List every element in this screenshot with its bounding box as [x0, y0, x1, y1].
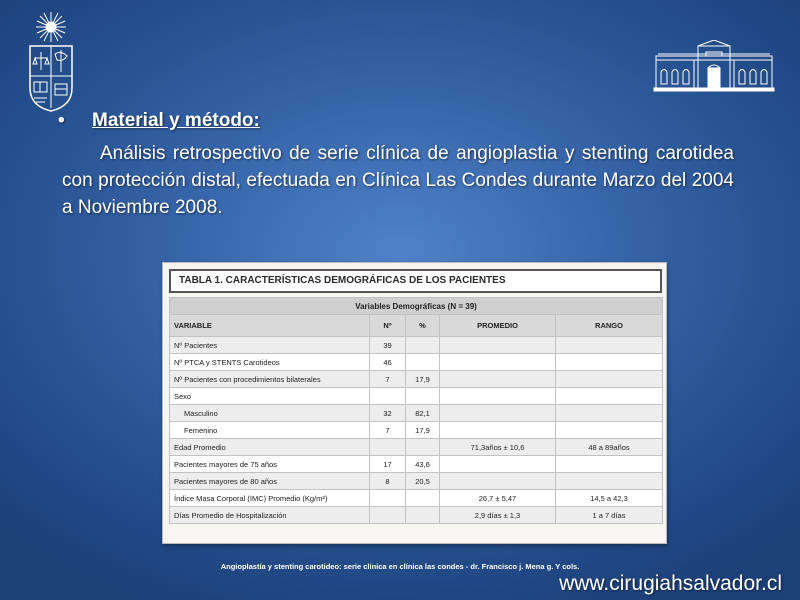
cell-n: 46: [370, 354, 406, 371]
citation-text: Angioplastía y stenting carotideo: serie clínica en clínica las condes - dr. Francisco j. Mena g. Y cols.: [220, 562, 580, 571]
cell-promedio: [440, 337, 556, 354]
cell-promedio: 71,3años ± 10,6: [440, 439, 556, 456]
table-row: [170, 507, 663, 524]
hospital-building-icon: [652, 40, 776, 92]
cell-n: 17: [370, 456, 406, 473]
cell-promedio: [440, 371, 556, 388]
website-url: www.cirugiahsalvador.cl: [559, 572, 782, 595]
cell-promedio: [440, 354, 556, 371]
cell-variable: Masculino: [170, 405, 370, 422]
col-header-n: Nº: [370, 315, 406, 337]
col-header-rango: RANGO: [556, 315, 663, 337]
cell-variable: Sexo: [170, 388, 370, 405]
cell-rango: [556, 388, 663, 405]
cell-rango: [556, 456, 663, 473]
table-row: [170, 354, 663, 371]
cell-promedio: [440, 456, 556, 473]
cell-n: [370, 490, 406, 507]
cell-n: 7: [370, 422, 406, 439]
cell-variable: Edad Promedio: [170, 439, 370, 456]
cell-promedio: 2,9 días ± 1,3: [440, 507, 556, 524]
cell-percent: [406, 507, 440, 524]
cell-promedio: 26,7 ± 5,47: [440, 490, 556, 507]
body-paragraph: Análisis retrospectivo de serie clínica de angioplastia y stenting carotidea con protección distal, efectuada en Clínica Las Condes durante Marzo del 2004 a Noviembre 2008.: [62, 143, 734, 218]
cell-percent: 43,6: [406, 456, 440, 473]
table-row: [170, 405, 663, 422]
cell-variable: Pacientes mayores de 75 años: [170, 456, 370, 473]
cell-n: [370, 388, 406, 405]
cell-n: 39: [370, 337, 406, 354]
cell-rango: 1 a 7 días: [556, 507, 663, 524]
cell-percent: [406, 388, 440, 405]
table-row: [170, 388, 663, 405]
table-row: [170, 422, 663, 439]
cell-percent: [406, 439, 440, 456]
cell-rango: [556, 405, 663, 422]
cell-promedio: [440, 388, 556, 405]
cell-variable: Días Promedio de Hospitalización: [170, 507, 370, 524]
cell-rango: [556, 422, 663, 439]
col-header-percent: %: [406, 315, 440, 337]
cell-percent: [406, 354, 440, 371]
cell-rango: 14,5 a 42,3: [556, 490, 663, 507]
cell-percent: 17,9: [406, 371, 440, 388]
col-header-promedio: PROMEDIO: [440, 315, 556, 337]
col-header-variable: VARIABLE: [170, 315, 370, 337]
cell-rango: [556, 354, 663, 371]
cell-variable: Índice Masa Corporal (IMC) Promedio (Kg/m²): [170, 490, 370, 507]
cell-rango: [556, 371, 663, 388]
table-row: [170, 456, 663, 473]
cell-n: 32: [370, 405, 406, 422]
cell-percent: [406, 337, 440, 354]
cell-variable: Femenino: [170, 422, 370, 439]
table-row: [170, 473, 663, 490]
cell-variable: Nº PTCA y STENTS Carotideos: [170, 354, 370, 371]
cell-promedio: [440, 405, 556, 422]
table-row: [170, 337, 663, 354]
cell-percent: 82,1: [406, 405, 440, 422]
table-row: [170, 371, 663, 388]
cell-percent: 17,9: [406, 422, 440, 439]
cell-percent: [406, 490, 440, 507]
table-row: [170, 490, 663, 507]
cell-n: [370, 439, 406, 456]
bullet-icon: •: [58, 110, 65, 131]
heading-text: Material y método:: [92, 110, 260, 131]
cell-variable: Nº Pacientes: [170, 337, 370, 354]
cell-n: [370, 507, 406, 524]
cell-promedio: [440, 473, 556, 490]
cell-rango: 48 a 89años: [556, 439, 663, 456]
table-caption: TABLA 1. CARACTERÍSTICAS DEMOGRÁFICAS DE LOS PACIENTES: [169, 269, 662, 293]
cell-variable: Nº Pacientes con procedimientos bilaterales: [170, 371, 370, 388]
demographics-table: [169, 297, 663, 524]
cell-promedio: [440, 422, 556, 439]
cell-rango: [556, 473, 663, 490]
cell-variable: Pacientes mayores de 80 años: [170, 473, 370, 490]
table-group-header: Variables Demográficas (N = 39): [170, 298, 663, 315]
university-crest-icon: [24, 10, 78, 112]
cell-percent: 20,5: [406, 473, 440, 490]
demographics-table-image: [162, 262, 667, 544]
cell-rango: [556, 337, 663, 354]
cell-n: 7: [370, 371, 406, 388]
table-row: [170, 439, 663, 456]
cell-n: 8: [370, 473, 406, 490]
